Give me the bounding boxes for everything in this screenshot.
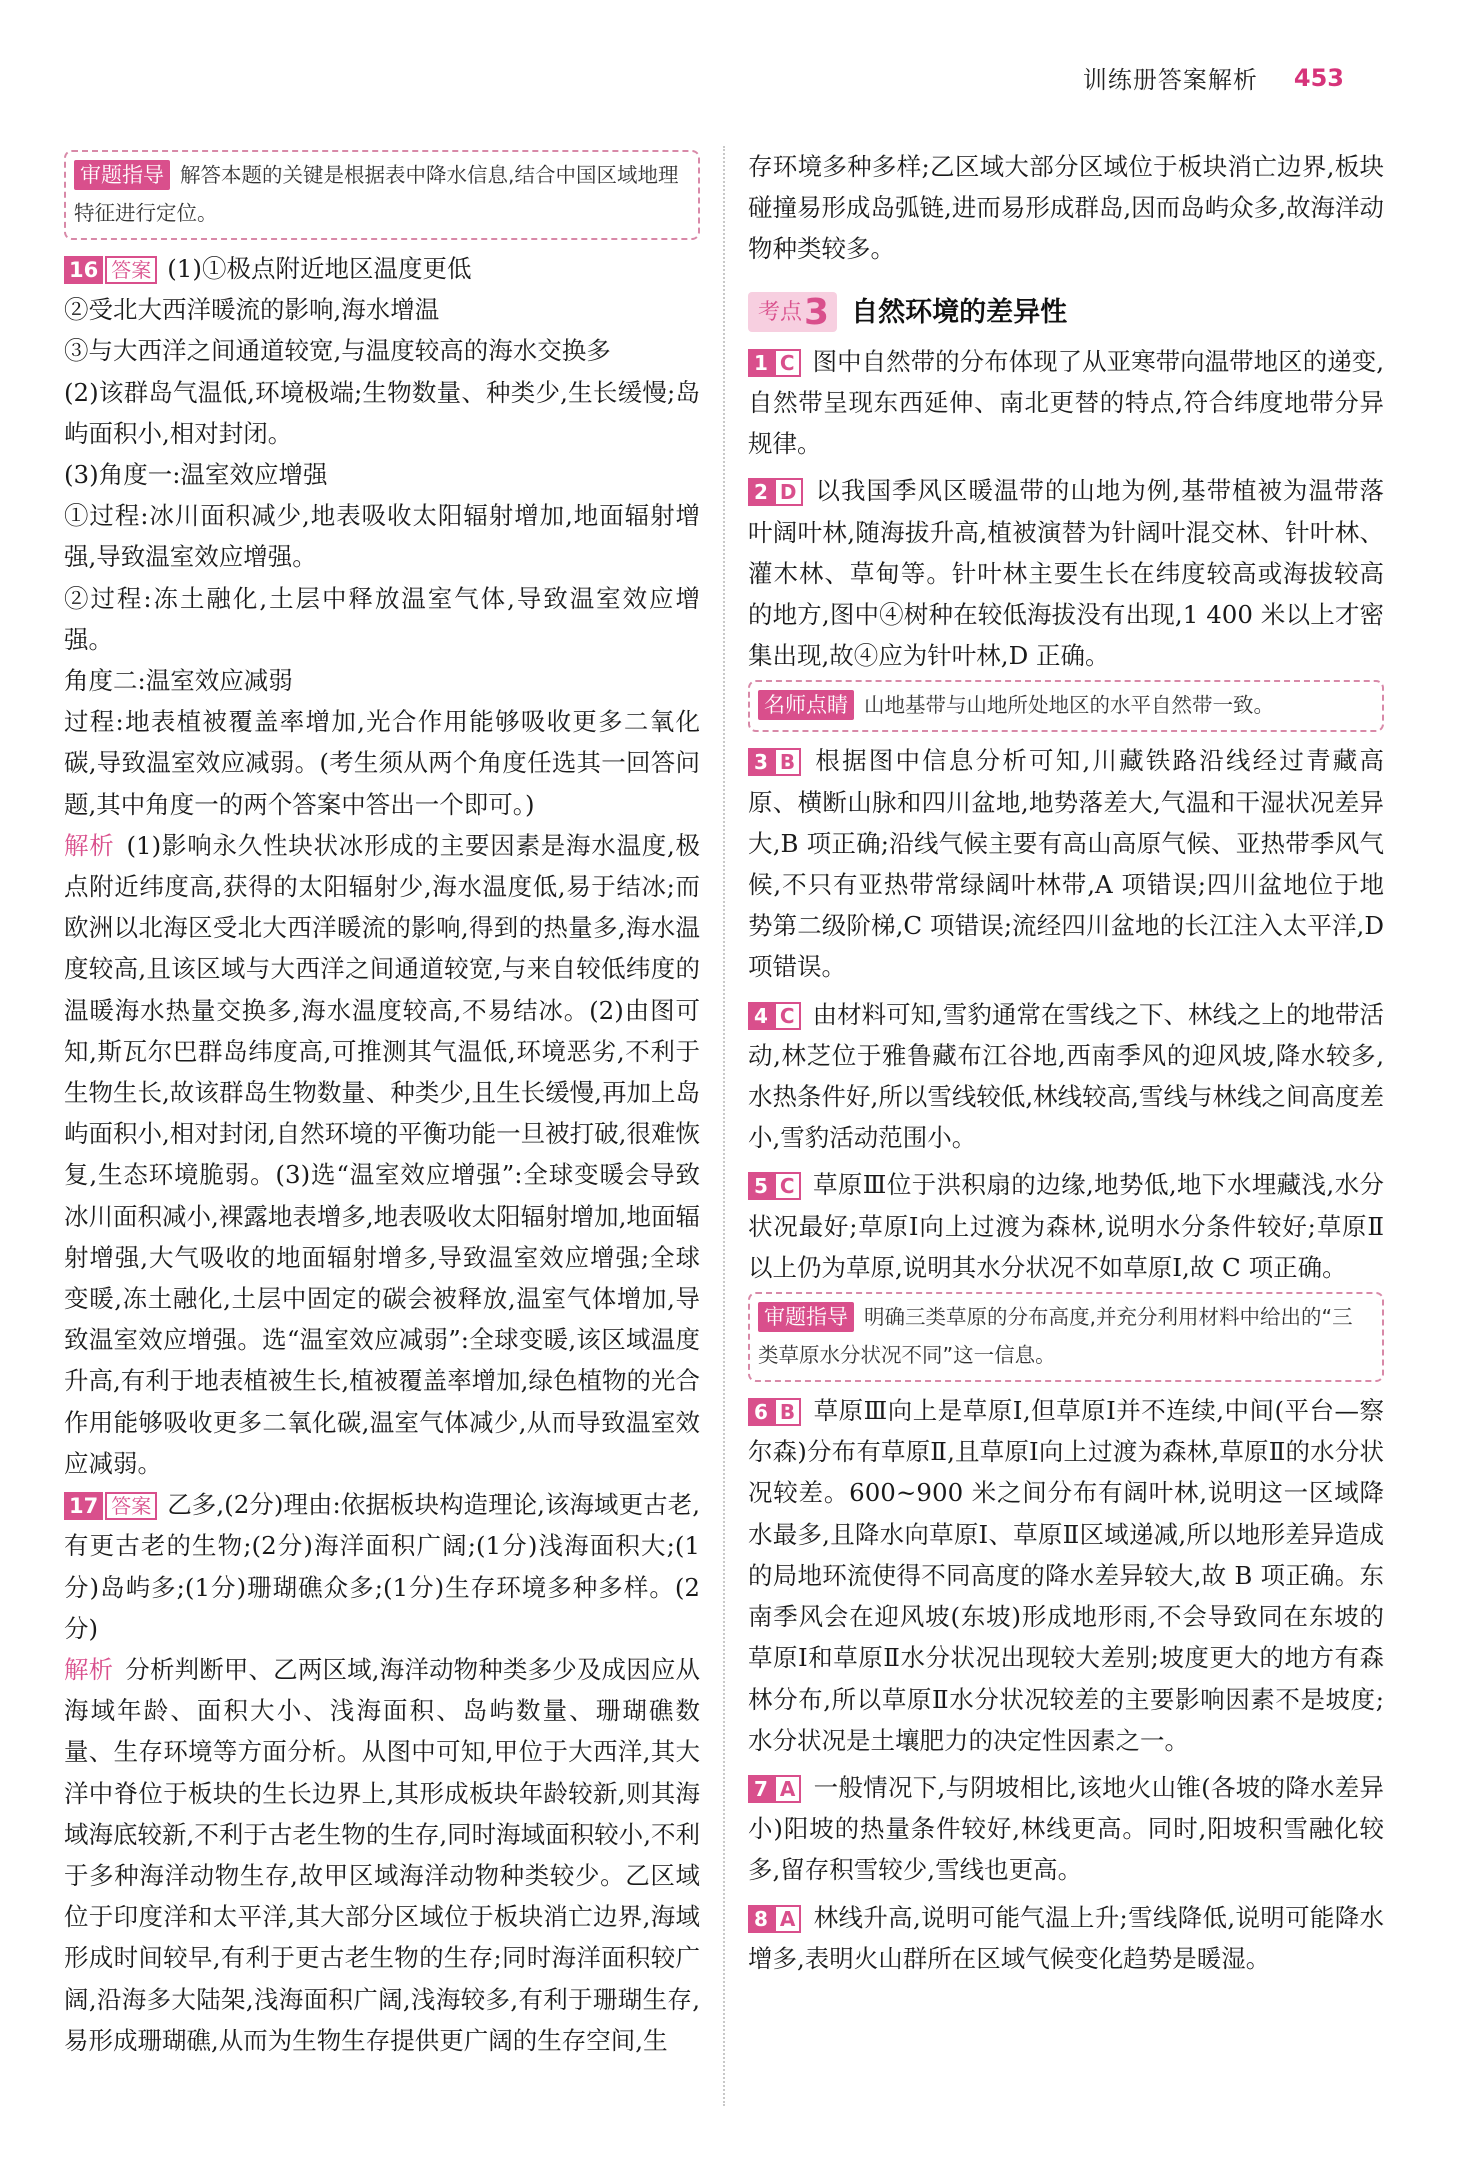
- answer-item: [748, 1897, 1384, 1979]
- analysis-text: 分析判断甲、乙两区域,海洋动物种类多少及成因应从海域年龄、面积大小、浅海面积、岛屿数量、珊瑚礁数量、生存环境等方面分析。从图中可知,甲位于大西洋,其大洋中脊位于板块的生长边界上,其形成板块年龄较新,则其海域海底较新,不利于古老生物的生存,同时海域面积较小,不利于多种海洋动物生存,故甲区域海洋动物种类较少。乙区域位于印度洋和太平洋,其大部分区域位于板块消亡边界,海域形成时间较早,有利于更古老生物的生存;同时海洋面积较广阔,沿海多大陆架,浅海面积广阔,浅海较多,有利于珊瑚生存,易形成珊瑚礁,从而为生物生存提供更广阔的生存空间,生: [64, 1654, 700, 2055]
- section-heading: [748, 292, 1384, 333]
- section-tag: [748, 292, 837, 332]
- answer-text: 以我国季风区暖温带的山地为例,基带植被为温带落叶阔叶林,随海拔升高,植被演替为针阔叶混交林、针叶林、灌木林、草甸等。针叶林主要生长在纬度较高或海拔较高的地方,图中④树种在较低海拔没有出现,1 400 米以上才密集出现,故④应为针叶林,D 正确。: [748, 476, 1384, 671]
- answer-item: [748, 341, 1384, 465]
- answer-option: A: [774, 1905, 801, 1933]
- tip-box-key-point: [748, 680, 1384, 732]
- tip-tag: 名师点睛: [758, 690, 854, 720]
- answer-line: ①过程:冰川面积减少,地表吸收太阳辐射增加,地面辐射增强,导致温室效应增强。: [64, 501, 700, 572]
- tip-tag: 审题指导: [758, 1302, 854, 1332]
- answer-17: [64, 1484, 700, 2061]
- answer-text: 林线升高,说明可能气温上升;雪线降低,说明可能降水增多,表明火山群所在区域气候变化趋势是暖湿。: [748, 1902, 1384, 1973]
- tip-text: 解答本题的关键是根据表中降水信息,结合中国区域地理特征进行定位。: [74, 163, 679, 225]
- continued-text: 存环境多种多样;乙区域大部分区域位于板块消亡边界,板块碰撞易形成岛弧链,进而易形成群岛,因而岛屿众多,故海洋动物种类较多。: [748, 152, 1384, 264]
- column-divider: [723, 146, 725, 2106]
- page-number: 453: [1293, 63, 1344, 92]
- answer-option: A: [774, 1775, 801, 1803]
- tip-text: 山地基带与山地所处地区的水平自然带一致。: [864, 693, 1274, 718]
- question-number: 16: [64, 256, 103, 284]
- tip-tag: 审题指导: [74, 160, 170, 190]
- answer-line: 角度二:温室效应减弱: [64, 666, 293, 696]
- answer-line: (3)角度一:温室效应增强: [64, 460, 328, 490]
- answer-line: ②过程:冻土融化,土层中释放温室气体,导致温室效应增强。: [64, 583, 700, 654]
- section-tag-label: 考点: [758, 299, 803, 325]
- question-number: 2: [748, 478, 774, 506]
- tip-box-review: [64, 150, 700, 240]
- answer-item: [748, 470, 1384, 676]
- answer-line: (2)该群岛气温低,环境极端;生物数量、种类少,生长缓慢;岛屿面积小,相对封闭。: [64, 377, 700, 448]
- analysis-text: (1)影响永久性块状冰形成的主要因素是海水温度,极点附近纬度高,获得的太阳辐射少,海水温度低,易于结冰;而欧洲以北海区受北大西洋暖流的影响,得到的热量多,海水温度较高,且该区域与大西洋之间通道较宽,与来自较低纬度的温暖海水热量交换多,海水温度较高,不易结冰。(2)由图可知,斯瓦尔巴群岛纬度高,可推测其气温低,环境恶劣,不利于生物生长,故该群岛生物数量、种类少,且生长缓慢,再加上岛屿面积小,相对封闭,自然环境的平衡功能一旦被打破,很难恢复,生态环境脆弱。(3)选“温室效应增强”:全球变暖会导致冰川面积减小,裸露地表增多,地表吸收太阳辐射增加,地面辐射增强,大气吸收的地面辐射增多,导致温室效应增强;全球变暖,冻土融化,土层中固定的碳会被释放,温室气体增加,导致温室效应增强。选“温室效应减弱”:全球变暖,该区域温度升高,有利于地表植被生长,植被覆盖率增加,绿色植物的光合作用能够吸收更多二氧化碳,温室气体减少,从而导致温室效应减弱。: [64, 830, 700, 1478]
- question-number: 5: [748, 1172, 774, 1200]
- answer-text: 一般情况下,与阴坡相比,该地火山锥(各坡的降水差异小)阳坡的热量条件较好,林线更高。同时,阳坡积雪融化较多,留存积雪较少,雪线也更高。: [748, 1772, 1384, 1885]
- answer-option: C: [774, 1002, 801, 1030]
- header-title: 训练册答案解析: [1082, 66, 1258, 94]
- answer-text: 图中自然带的分布体现了从亚寒带向温带地区的递变,自然带呈现东西延伸、南北更替的特点,符合纬度地带分异规律。: [748, 346, 1384, 459]
- answer-text: 草原Ⅲ向上是草原Ⅰ,但草原Ⅰ并不连续,中间(平台—察尔森)分布有草原Ⅱ,且草原Ⅰ向上过渡为森林,草原Ⅱ的水分状况较差。600~900 米之间分布有阔叶林,说明这一区域降水最多,且降水向草原Ⅰ、草原Ⅱ区域递减,所以地形差异造成的局地环流使得不同高度的降水差异较大,故 B 项正确。东南季风会在迎风坡(东坡)形成地形雨,不会导致同在东坡的草原Ⅰ和草原Ⅱ水分状况出现较大差别;坡度更大的地方有森林分布,所以草原Ⅱ水分状况较差的主要影响因素不是坡度;水分状况是土壤肥力的决定性因素之一。: [748, 1396, 1384, 1755]
- question-number: 8: [748, 1905, 774, 1933]
- right-column: [748, 146, 1384, 1979]
- answer-item: [748, 1164, 1384, 1288]
- analysis-16: [64, 825, 700, 1484]
- answer-16: [64, 248, 700, 1484]
- question-number: 3: [748, 748, 774, 776]
- tip-text: 明确三类草原的分布高度,并充分利用材料中给出的“三类草原水分状况不同”这一信息。: [758, 1305, 1353, 1368]
- section-title: 自然环境的差异性: [851, 296, 1068, 328]
- answer-option: C: [774, 1172, 801, 1200]
- analysis-label: 解析: [64, 1654, 114, 1684]
- analysis-label: 解析: [64, 830, 115, 860]
- answer-label: 答案: [105, 1492, 157, 1520]
- answer-item: [748, 1767, 1384, 1891]
- answer-item: [748, 994, 1384, 1159]
- answer-option: C: [774, 349, 801, 377]
- question-number: 1: [748, 349, 774, 377]
- answer-item: [748, 1390, 1384, 1761]
- page-header: [1083, 60, 1344, 95]
- answer-line: ②受北大西洋暖流的影响,海水增温: [64, 295, 440, 325]
- tip-box-review: [748, 1292, 1384, 1382]
- answer-text: 根据图中信息分析可知,川藏铁路沿线经过青藏高原、横断山脉和四川盆地,地势落差大,气温和干湿状况差异大,B 项正确;沿线气候主要有高山高原气候、亚热带季风气候,不只有亚热带常绿阔叶林带,A 项错误;四川盆地位于地势第二级阶梯,C 项错误;流经四川盆地的长江注入太平洋,D 项错误。: [748, 746, 1384, 982]
- answer-line: 过程:地表植被覆盖率增加,光合作用能够吸收更多二氧化碳,导致温室效应减弱。(考生须从两个角度任选其一回答问题,其中角度一的两个答案中答出一个即可。): [64, 707, 700, 819]
- answer-line: (1)①极点附近地区温度更低: [167, 254, 472, 283]
- answer-option: B: [774, 748, 801, 776]
- answer-text: 由材料可知,雪豹通常在雪线之下、林线之上的地带活动,林芝位于雅鲁藏布江谷地,西南季风的迎风坡,降水较多,水热条件好,所以雪线较低,林线较高,雪线与林线之间高度差小,雪豹活动范围小。: [748, 999, 1384, 1153]
- answer-label: 答案: [105, 256, 157, 284]
- answer-line: ③与大西洋之间通道较宽,与温度较高的海水交换多: [64, 336, 611, 366]
- answer-option: B: [774, 1398, 801, 1426]
- answer-item: [748, 740, 1384, 987]
- answer-option: D: [774, 478, 803, 506]
- question-number: 17: [64, 1492, 103, 1520]
- answer-text: 草原Ⅲ位于洪积扇的边缘,地势低,地下水埋藏浅,水分状况最好;草原Ⅰ向上过渡为森林,说明水分条件较好;草原Ⅱ以上仍为草原,说明其水分状况不如草原Ⅰ,故 C 项正确。: [748, 1170, 1384, 1282]
- left-column: [64, 146, 700, 2061]
- question-number: 6: [748, 1398, 774, 1426]
- answer-text: 乙多,(2分)理由:依据板块构造理论,该海域更古老,有更古老的生物;(2分)海洋面积广阔;(1分)浅海面积大;(1分)岛屿多;(1分)珊瑚礁众多;(1分)生存环境多种多样。(2分): [64, 1490, 700, 1643]
- analysis-17: [64, 1649, 700, 2061]
- section-number: 3: [804, 291, 830, 333]
- question-number: 4: [748, 1002, 774, 1030]
- question-number: 7: [748, 1775, 774, 1803]
